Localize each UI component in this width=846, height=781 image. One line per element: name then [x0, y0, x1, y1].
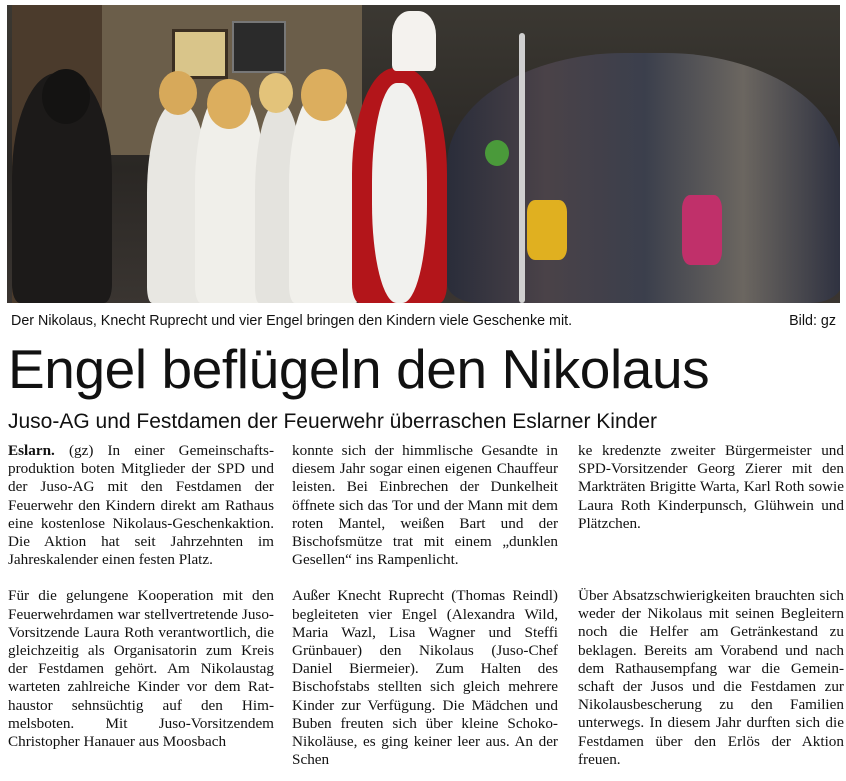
photo-nikolaus-mitre: [392, 11, 436, 71]
photo-child-pink: [682, 195, 722, 265]
article-photo: [7, 5, 840, 303]
photo-credit: Bild: gz: [789, 313, 836, 329]
column-1-paragraph-2: Für die gelungene Kooperation mit den Feuerwehrdamen war stellvertretende Juso-Vorsitzende Laura Roth verantwortlich, die gleichzeitig als Organisatorin zum Kreis der Festdamen gehört. Am Nikolaustag warteten zahlreiche Kinder vor dem Rathaustor sehnsüchtig auf den Himmelsboten. Mit Juso-Vorsitzendem Christopher Hanauer aus Moosbach: [8, 587, 274, 751]
photo-child-green-hat: [485, 140, 509, 166]
photo-plaque: [232, 21, 286, 73]
dateline: Eslarn.: [8, 442, 55, 459]
photo-nikolaus-beard: [372, 83, 427, 303]
photo-knecht-ruprecht-head: [42, 69, 90, 124]
photo-caption-row: [7, 313, 840, 333]
photo-caption: Der Nikolaus, Knecht Ruprecht und vier Engel bringen den Kindern viele Geschenke mit.: [11, 313, 573, 329]
column-3-paragraph-2: Über Absatzschwierigkeiten brauchten sich weder der Nikolaus mit seinen Begleitern noch die Helfer am Getränkestand zu beklagen. Bereits am Vorabend und nach dem Rathausempfang war die Gemeinschaft der Jusos und die Festdamen zur Nikolausbescherung zu den Familien unterwegs. In diesem Jahr durften sich die Festdamen über den Erlös der Aktion freuen.: [578, 587, 844, 768]
article-column-1: [8, 442, 274, 751]
column-2-paragraph-1: konnte sich der himmlische Gesandte in diesem Jahr sogar einen eigenen Chauffeur leisten. Bei Einbrechen der Dunkelheit öffnete sich das Tor und der Mann mit dem roten Mantel, weißen Bart und der Bischofsmütze trat mit einem „dunklen Gesellen“ ins Rampenlicht.: [292, 442, 558, 569]
photo-crozier: [519, 33, 525, 303]
column-3-paragraph-1: ke kredenzte zweiter Bürgermeister und SPD-Vorsitzender Georg Zierer mit den Markträten Brigitte Warta, Karl Roth sowie Laura Roth Kinderpunsch, Glühwein und Plätzchen.: [578, 442, 844, 532]
photo-angel-4-head: [301, 69, 347, 121]
column-1-paragraph-1-text: (gz) In einer Gemeinschaftsproduktion boten Mitglieder der SPD und der Juso-AG mit den Festdamen der Feuerwehr den Kindern direkt am Rathaus eine kostenlose Nikolaus-Geschenkaktion. Die Aktion hat seit Jahrzehnten im Jahreskalender einen festen Platz.: [8, 442, 274, 569]
column-1-paragraph-1: [8, 442, 274, 569]
photo-angel-3-head: [259, 73, 293, 113]
photo-child-yellow-jacket: [527, 200, 567, 260]
subheadline: Juso-AG und Festdamen der Feuerwehr überraschen Eslarner Kinder: [8, 410, 657, 433]
headline: Engel beflügeln den Nikolaus: [8, 338, 710, 400]
photo-angel-1-head: [159, 71, 197, 115]
article-column-3: [578, 442, 844, 769]
photo-crowd: [447, 53, 840, 303]
photo-angel-2-head: [207, 79, 251, 129]
article-column-2: [292, 442, 558, 769]
column-2-paragraph-2: Außer Knecht Ruprecht (Thomas Reindl) begleiteten vier Engel (Alexandra Wild, Maria Wazl, Lisa Wagner und Steffi Grünbauer) den Nikolaus (Juso-Chef Daniel Biermeier). Zum Halten des Bischofstabs stellten sich gleich mehrere Kinder zur Verfügung. Die Mädchen und Buben freuten sich über kleine Schoko-Nikoläuse, es ging keiner leer aus. An der Schen: [292, 587, 558, 769]
